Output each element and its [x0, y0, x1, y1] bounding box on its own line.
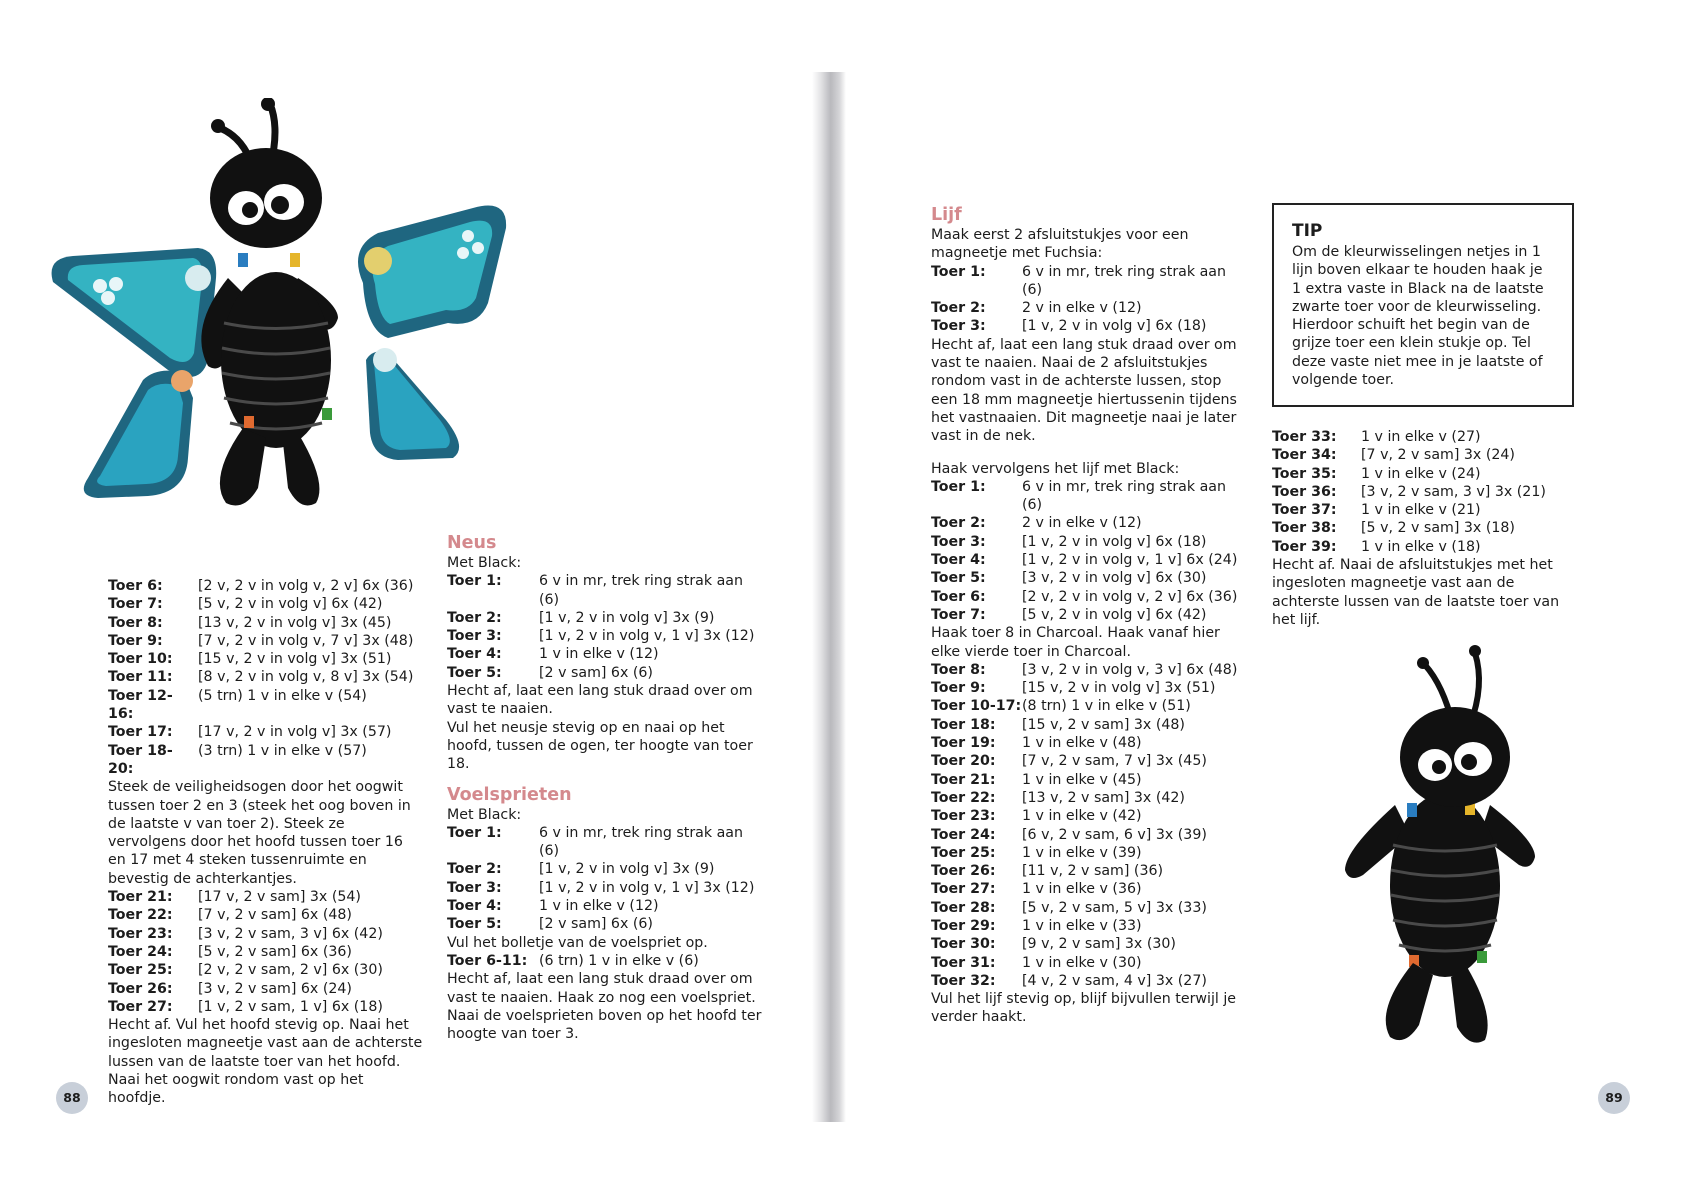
round-label: Toer 1:	[931, 263, 986, 280]
round-label: Toer 38:	[1272, 520, 1337, 537]
round-instruction: [1 v, 2 v in volg v, 1 v] 6x (24)	[1022, 552, 1238, 569]
round-label: Toer 27:	[108, 998, 173, 1015]
bee-body-photo	[1335, 645, 1550, 1050]
round-instruction: [2 v sam] 6x (6)	[539, 916, 653, 933]
tip-text: Om de kleurwisselingen netjes in 1 lijn boven elkaar te houden haak je 1 extra vaste in Black na de laatste zwarte toer voor de kleurwisseling. Hierdoor schuift het begin van de grijze toer een klein stukje op. Tel deze vaste niet mee in je laatste of volgende toer.	[1292, 244, 1544, 389]
round-instruction: 1 v in elke v (12)	[539, 898, 659, 915]
pattern-round	[108, 668, 424, 686]
pattern-round	[108, 906, 424, 924]
pattern-round	[108, 650, 424, 668]
round-label: Toer 22:	[108, 907, 173, 924]
round-label: Toer 26:	[108, 980, 173, 997]
eyes-instructions: Steek de veiligheidsogen door het oogwit tussen toer 2 en 3 (steek het oog boven in de laatste v van toer 2). Steek ze vervolgens door het hoofd tussen toer 16 en 17 met 4 steken tussenruimte en bevestig de achterkantjes.	[108, 779, 411, 887]
round-label: Toer 2:	[447, 609, 502, 626]
round-instruction: 1 v in elke v (27)	[1361, 429, 1481, 445]
round-instruction: [5 v, 2 v sam] 3x (18)	[1361, 520, 1515, 537]
pattern-round	[931, 752, 1241, 770]
round-label: Toer 34:	[1272, 447, 1337, 464]
section-title-voelsprieten: Voelsprieten	[447, 784, 572, 805]
round-instruction: [1 v, 2 v in volg v] 6x (18)	[1022, 318, 1207, 335]
round-label: Toer 8:	[108, 614, 163, 631]
round-label: Toer 17:	[108, 724, 173, 741]
round-label: Toer 9:	[108, 632, 163, 649]
pattern-round	[447, 897, 762, 915]
round-label: Toer 5:	[447, 916, 502, 933]
pattern-round	[108, 888, 424, 906]
pattern-round	[931, 771, 1241, 789]
pattern-round	[447, 824, 762, 861]
voelsprieten-rounds	[447, 824, 762, 934]
pattern-round	[931, 826, 1241, 844]
round-instruction: 1 v in elke v (21)	[1361, 502, 1481, 519]
lijf-rounds-c	[931, 661, 1241, 990]
pattern-round	[447, 952, 762, 970]
round-instruction: 1 v in elke v (45)	[1022, 771, 1142, 788]
round-instruction: [17 v, 2 v sam] 3x (54)	[198, 889, 361, 906]
round-instruction: 6 v in mr, trek ring strak aan (6)	[1022, 263, 1226, 298]
round-label: Toer 4:	[447, 646, 502, 663]
neus-rounds	[447, 572, 762, 682]
round-label: Toer 3:	[931, 533, 986, 550]
round-instruction: 1 v in elke v (36)	[1022, 881, 1142, 898]
round-label: Toer 6:	[108, 578, 163, 594]
pattern-round	[447, 860, 762, 878]
pattern-round	[931, 954, 1241, 972]
pattern-round	[1272, 519, 1582, 537]
round-instruction: [9 v, 2 v sam] 3x (30)	[1022, 936, 1176, 953]
pattern-round	[108, 632, 424, 650]
tip-box	[1272, 203, 1574, 407]
round-label: Toer 23:	[108, 925, 173, 942]
lijf-text-b: Haak toer 8 in Charcoal. Haak vanaf hier elke vierde toer in Charcoal.	[931, 625, 1220, 660]
round-instruction: [2 v, 2 v in volg v, 2 v] 6x (36)	[1022, 588, 1238, 605]
round-instruction: 1 v in elke v (30)	[1022, 954, 1142, 971]
round-instruction: [15 v, 2 v in volg v] 3x (51)	[1022, 680, 1216, 697]
round-instruction: [3 v, 2 v in volg v] 6x (30)	[1022, 570, 1207, 587]
pattern-round	[931, 697, 1241, 715]
round-instruction: (6 trn) 1 v in elke v (6)	[539, 952, 699, 969]
round-instruction: (5 trn) 1 v in elke v (54)	[198, 687, 367, 704]
voelsprieten-finish: Hecht af, laat een lang stuk draad over om vast te naaien. Haak zo nog een voelspriet. Naai de voelsprieten boven op het hoofd ter hoogte van toer 3.	[447, 971, 762, 1043]
round-instruction: 6 v in mr, trek ring strak aan (6)	[1022, 478, 1226, 514]
round-instruction: [17 v, 2 v in volg v] 3x (57)	[198, 724, 392, 741]
pattern-round	[447, 645, 762, 663]
pattern-round	[1272, 446, 1582, 464]
bee-with-wings-photo	[48, 98, 558, 553]
round-label: Toer 36:	[1272, 483, 1337, 500]
pattern-round	[931, 299, 1241, 317]
round-label: Toer 9:	[931, 680, 986, 697]
pattern-round	[931, 606, 1241, 624]
pattern-round	[931, 917, 1241, 935]
lijf-intro-b: Haak vervolgens het lijf met Black:	[931, 460, 1180, 477]
page-number-right: 89	[1598, 1082, 1630, 1114]
round-instruction: 1 v in elke v (42)	[1022, 808, 1142, 825]
round-label: Toer 2:	[931, 515, 986, 532]
round-instruction: [5 v, 2 v sam] 6x (36)	[198, 943, 352, 960]
neus-color-line: Met Black:	[447, 555, 522, 571]
pattern-round	[931, 478, 1241, 515]
section-title-lijf: Lijf	[931, 205, 962, 225]
lijf-text-c: Vul het lijf stevig op, blijf bijvullen terwijl je verder haakt.	[931, 991, 1237, 1026]
round-label: Toer 3:	[447, 628, 502, 645]
round-label: Toer 4:	[447, 898, 502, 915]
body-rounds-d	[1272, 428, 1582, 556]
round-instruction: [11 v, 2 v sam] (36)	[1022, 863, 1164, 880]
round-instruction: 1 v in elke v (48)	[1022, 735, 1142, 752]
round-label: Toer 2:	[931, 300, 986, 317]
pattern-round	[931, 514, 1241, 532]
round-instruction: [13 v, 2 v in volg v] 3x (45)	[198, 614, 392, 631]
pattern-round	[108, 980, 424, 998]
pattern-round	[1272, 465, 1582, 483]
round-label: Toer 4:	[931, 552, 986, 569]
pattern-round	[931, 533, 1241, 551]
pattern-round	[108, 687, 424, 724]
round-label: Toer 23:	[931, 808, 996, 825]
round-instruction: [1 v, 2 v in volg v, 1 v] 3x (12)	[539, 879, 755, 896]
voelsprieten-color-line: Met Black:	[447, 806, 522, 823]
round-instruction: 6 v in mr, trek ring strak aan (6)	[539, 573, 743, 608]
pattern-round	[447, 572, 762, 609]
pattern-round	[108, 925, 424, 943]
pattern-round	[447, 609, 762, 627]
right-column-2	[1272, 428, 1582, 629]
round-instruction: [4 v, 2 v sam, 4 v] 3x (27)	[1022, 972, 1207, 989]
round-label: Toer 3:	[931, 318, 986, 335]
round-instruction: 1 v in elke v (12)	[539, 646, 659, 663]
round-label: Toer 20:	[931, 753, 996, 770]
round-instruction: [1 v, 2 v sam, 1 v] 6x (18)	[198, 998, 383, 1015]
pattern-round	[931, 972, 1241, 990]
round-instruction: [5 v, 2 v in volg v] 6x (42)	[1022, 606, 1207, 623]
round-instruction: [7 v, 2 v in volg v, 7 v] 3x (48)	[198, 632, 414, 649]
tip-title: TIP	[1292, 221, 1323, 241]
pattern-round	[931, 263, 1241, 300]
left-column-1	[108, 577, 424, 1108]
pattern-round	[1272, 428, 1582, 446]
pattern-round	[931, 679, 1241, 697]
neus-finish-2: Vul het neusje stevig op en naai op het hoofd, tussen de ogen, ter hoogte van toer 18.	[447, 719, 753, 773]
round-label: Toer 1:	[447, 824, 502, 841]
round-instruction: 1 v in elke v (18)	[1361, 538, 1481, 555]
round-instruction: 1 v in elke v (33)	[1022, 917, 1142, 934]
round-instruction: 6 v in mr, trek ring strak aan (6)	[539, 824, 743, 860]
body-finish: Hecht af. Naai de afsluitstukjes met het ingesloten magneetje vast aan de achterste lussen van de laatste toer van het lijf.	[1272, 557, 1560, 628]
page-number-left: 88	[56, 1082, 88, 1114]
round-label: Toer 5:	[447, 664, 502, 681]
round-instruction: [1 v, 2 v in volg v, 1 v] 3x (12)	[539, 628, 755, 645]
round-instruction: [2 v, 2 v in volg v, 2 v] 6x (36)	[198, 578, 414, 594]
pattern-round	[931, 551, 1241, 569]
round-instruction: [1 v, 2 v in volg v] 3x (9)	[539, 609, 715, 626]
lijf-rounds-a	[931, 263, 1241, 336]
round-label: Toer 3:	[447, 879, 502, 896]
pattern-round	[108, 998, 424, 1016]
round-label: Toer 21:	[931, 771, 996, 788]
round-instruction: [1 v, 2 v in volg v] 6x (18)	[1022, 533, 1207, 550]
round-instruction: 2 v in elke v (12)	[1022, 515, 1142, 532]
round-label: Toer 25:	[931, 844, 996, 861]
pattern-round	[931, 935, 1241, 953]
pattern-round	[931, 899, 1241, 917]
round-instruction: [3 v, 2 v sam] 6x (24)	[198, 980, 352, 997]
round-instruction: [3 v, 2 v sam, 3 v] 3x (21)	[1361, 483, 1546, 500]
round-label: Toer 8:	[931, 661, 986, 678]
round-label: Toer 35:	[1272, 465, 1337, 482]
round-instruction: [6 v, 2 v sam, 6 v] 3x (39)	[1022, 826, 1207, 843]
pattern-round	[447, 879, 762, 897]
round-label: Toer 29:	[931, 917, 996, 934]
pattern-round	[108, 742, 424, 779]
round-label: Toer 31:	[931, 954, 996, 971]
round-label: Toer 2:	[447, 861, 502, 878]
round-instruction: [15 v, 2 v in volg v] 3x (51)	[198, 651, 392, 668]
round-label: Toer 7:	[931, 606, 986, 623]
pattern-round	[447, 627, 762, 645]
round-instruction: [3 v, 2 v in volg v, 3 v] 6x (48)	[1022, 661, 1238, 678]
round-instruction: [7 v, 2 v sam, 7 v] 3x (45)	[1022, 753, 1207, 770]
right-column-1	[931, 204, 1241, 1027]
round-instruction: [3 v, 2 v sam, 3 v] 6x (42)	[198, 925, 383, 942]
round-label: Toer 18:	[931, 716, 996, 733]
round-label: Toer 24:	[931, 826, 996, 843]
voelsprieten-rounds-2	[447, 952, 762, 970]
pattern-round	[1272, 483, 1582, 501]
round-label: Toer 6-11:	[447, 952, 528, 969]
round-instruction: [1 v, 2 v in volg v] 3x (9)	[539, 861, 715, 878]
round-label: Toer 28:	[931, 899, 996, 916]
round-label: Toer 21:	[108, 889, 173, 906]
pattern-round	[1272, 501, 1582, 519]
round-instruction: (8 trn) 1 v in elke v (51)	[1022, 698, 1191, 715]
book-spine	[812, 72, 846, 1122]
round-label: Toer 25:	[108, 962, 173, 979]
left-column-2	[447, 532, 762, 1043]
round-label: Toer 33:	[1272, 429, 1337, 445]
lijf-rounds-b	[931, 478, 1241, 624]
round-instruction: [7 v, 2 v sam] 6x (48)	[198, 907, 352, 924]
round-label: Toer 30:	[931, 936, 996, 953]
round-instruction: 1 v in elke v (24)	[1361, 465, 1481, 482]
pattern-round	[931, 661, 1241, 679]
round-label: Toer 26:	[931, 863, 996, 880]
round-label: Toer 39:	[1272, 538, 1337, 555]
round-label: Toer 6:	[931, 588, 986, 605]
pattern-round	[447, 664, 762, 682]
round-label: Toer 7:	[108, 596, 163, 613]
round-instruction: [15 v, 2 v sam] 3x (48)	[1022, 716, 1185, 733]
round-label: Toer 10:	[108, 651, 173, 668]
lijf-intro: Maak eerst 2 afsluitstukjes voor een magneetje met Fuchsia:	[931, 227, 1189, 262]
section-title-neus: Neus	[447, 533, 497, 553]
pattern-round	[108, 961, 424, 979]
pattern-round	[108, 943, 424, 961]
round-instruction: [5 v, 2 v in volg v] 6x (42)	[198, 596, 383, 613]
round-label: Toer 27:	[931, 881, 996, 898]
round-label: Toer 37:	[1272, 502, 1337, 519]
round-label: Toer 24:	[108, 943, 173, 960]
round-label: Toer 18-20:	[108, 742, 173, 777]
round-instruction: 2 v in elke v (12)	[1022, 300, 1142, 317]
round-label: Toer 1:	[447, 573, 502, 590]
pattern-round	[108, 577, 424, 595]
pattern-round	[931, 734, 1241, 752]
round-label: Toer 19:	[931, 735, 996, 752]
round-instruction: 1 v in elke v (39)	[1022, 844, 1142, 861]
round-instruction: [2 v sam] 6x (6)	[539, 664, 653, 681]
pattern-round	[931, 588, 1241, 606]
pattern-round	[931, 844, 1241, 862]
pattern-round	[931, 862, 1241, 880]
round-label: Toer 10-17:	[931, 698, 1022, 715]
round-label: Toer 5:	[931, 570, 986, 587]
pattern-round	[108, 595, 424, 613]
round-instruction: [5 v, 2 v sam, 5 v] 3x (33)	[1022, 899, 1207, 916]
pattern-round	[108, 723, 424, 741]
voelsprieten-mid: Vul het bolletje van de voelspriet op.	[447, 934, 708, 951]
pattern-round	[447, 915, 762, 933]
pattern-round	[1272, 538, 1582, 556]
lijf-text-a: Hecht af, laat een lang stuk draad over om vast te naaien. Naai de 2 afsluitstukjes rondom vast in de achterste lussen, stop een 18 mm magneetje hiertussenin tijdens het vastnaaien. Dit magneetje naai je later vast in de nek.	[931, 336, 1237, 445]
round-label: Toer 12-16:	[108, 687, 173, 723]
pattern-round	[931, 880, 1241, 898]
round-label: Toer 1:	[931, 478, 986, 495]
round-label: Toer 11:	[108, 669, 173, 686]
round-instruction: [2 v, 2 v sam, 2 v] 6x (30)	[198, 962, 383, 979]
round-instruction: (3 trn) 1 v in elke v (57)	[198, 742, 367, 759]
head-finish: Hecht af. Vul het hoofd stevig op. Naai het ingesloten magneetje vast aan de achterste lussen van de laatste toer van het hoofd. Naai het oogwit rondom vast op het hoofdje.	[108, 1017, 423, 1107]
pattern-round	[931, 716, 1241, 734]
round-label: Toer 32:	[931, 972, 996, 989]
round-label: Toer 22:	[931, 789, 996, 806]
pattern-round	[931, 807, 1241, 825]
pattern-round	[931, 569, 1241, 587]
pattern-round	[931, 317, 1241, 335]
pattern-round	[108, 614, 424, 632]
round-instruction: [7 v, 2 v sam] 3x (24)	[1361, 447, 1515, 464]
neus-finish: Hecht af, laat een lang stuk draad over om vast te naaien.	[447, 683, 753, 718]
round-instruction: [13 v, 2 v sam] 3x (42)	[1022, 789, 1185, 806]
round-instruction: [8 v, 2 v in volg v, 8 v] 3x (54)	[198, 669, 414, 686]
pattern-round	[931, 789, 1241, 807]
